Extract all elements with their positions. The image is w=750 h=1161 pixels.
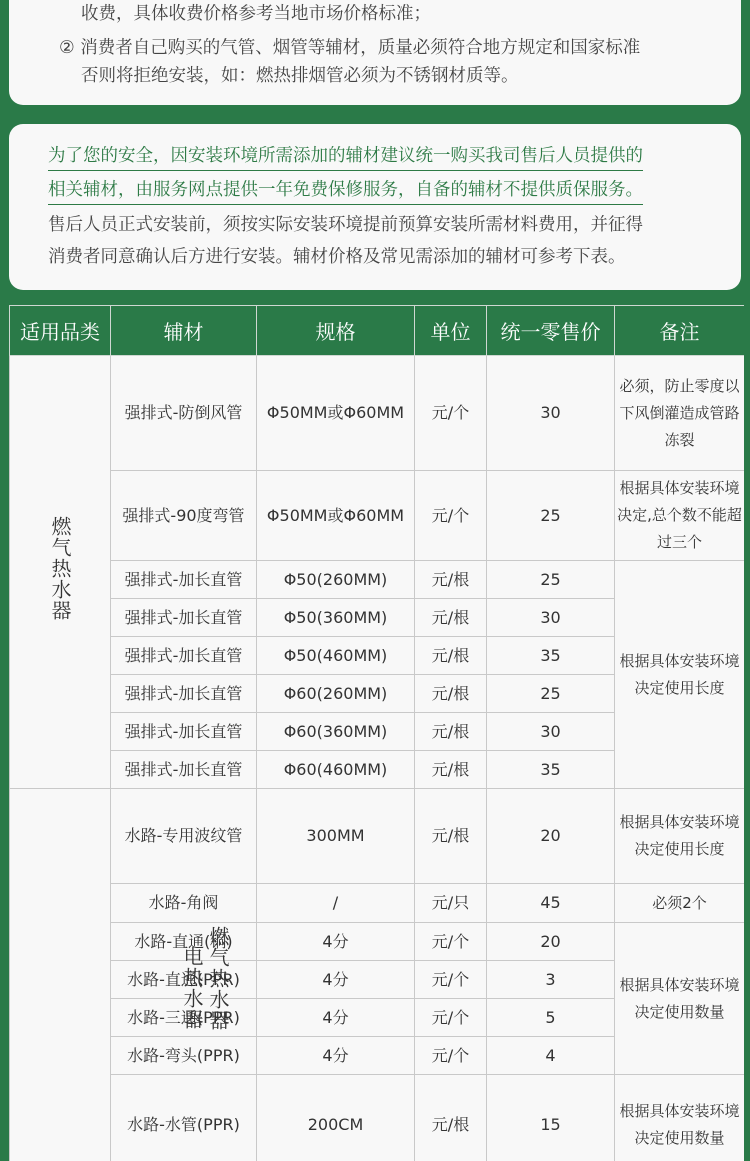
cell-spec: Φ50(260MM) <box>257 561 415 599</box>
table-row <box>10 561 745 599</box>
cell-material: 水路-弯头(PPR) <box>111 1037 257 1075</box>
cell-spec: 4分 <box>257 999 415 1037</box>
cell-spec: 300MM <box>257 789 415 884</box>
cell-material: 强排式-加长直管 <box>111 675 257 713</box>
cell-note: 必须，防止零度以下风倒灌造成管路冻裂 <box>615 356 745 471</box>
cell-unit: 元/根 <box>415 713 487 751</box>
cell-material: 强排式-加长直管 <box>111 561 257 599</box>
header-price: 统一零售价 <box>487 306 615 356</box>
cell-spec: Φ60(460MM) <box>257 751 415 789</box>
cell-material: 水路-三通(PPR) <box>111 999 257 1037</box>
cell-material: 水路-专用波纹管 <box>111 789 257 884</box>
cell-price: 25 <box>487 675 615 713</box>
cell-note: 根据具体安装环境决定,总个数不能超过三个 <box>615 471 745 561</box>
intro-card <box>9 0 741 105</box>
intro-line-1: 收费，具体收费价格参考当地市场价格标准； <box>81 4 431 24</box>
cell-material: 强排式-加长直管 <box>111 751 257 789</box>
table-row <box>10 884 745 923</box>
table-row <box>10 789 745 884</box>
header-spec: 规格 <box>257 306 415 356</box>
cell-note: 根据具体安装环境决定使用长度 <box>615 789 745 884</box>
cell-price: 30 <box>487 356 615 471</box>
cell-unit: 元/根 <box>415 789 487 884</box>
cell-unit: 元/个 <box>415 471 487 561</box>
cell-price: 30 <box>487 599 615 637</box>
header-unit: 单位 <box>415 306 487 356</box>
cell-material: 强排式-加长直管 <box>111 637 257 675</box>
cell-material: 水路-直通(PPR) <box>111 961 257 999</box>
table-row <box>10 471 745 561</box>
cell-price: 35 <box>487 637 615 675</box>
notice-text-2: 消费者同意确认后方进行安装。辅材价格及常见需添加的辅材可参考下表。 <box>48 247 626 267</box>
cell-note: 根据具体安装环境决定使用数量 <box>615 1075 745 1161</box>
cell-material: 强排式-90度弯管 <box>111 471 257 561</box>
cell-unit: 元/个 <box>415 923 487 961</box>
category-label-electric: 电热水器 <box>180 945 204 1030</box>
category-gas-heater <box>10 356 111 789</box>
cell-price: 3 <box>487 961 615 999</box>
cell-spec: / <box>257 884 415 923</box>
cell-price: 25 <box>487 471 615 561</box>
cell-spec: 4分 <box>257 961 415 999</box>
cell-price: 20 <box>487 923 615 961</box>
cell-unit: 元/个 <box>415 356 487 471</box>
cell-unit: 元/根 <box>415 675 487 713</box>
cell-material: 水路-角阀 <box>111 884 257 923</box>
cell-unit: 元/根 <box>415 637 487 675</box>
price-table-container <box>9 305 744 1161</box>
cell-unit: 元/个 <box>415 961 487 999</box>
cell-unit: 元/个 <box>415 1037 487 1075</box>
cell-price: 45 <box>487 884 615 923</box>
cell-material: 强排式-防倒风管 <box>111 356 257 471</box>
cell-material: 水路-直通(铜) <box>111 923 257 961</box>
cell-spec: Φ50(360MM) <box>257 599 415 637</box>
header-material: 辅材 <box>111 306 257 356</box>
cell-price: 30 <box>487 713 615 751</box>
cell-material: 水路-水管(PPR) <box>111 1075 257 1161</box>
cell-unit: 元/根 <box>415 599 487 637</box>
cell-note: 根据具体安装环境决定使用长度 <box>615 561 745 789</box>
cell-unit: 元/根 <box>415 1075 487 1161</box>
table-row <box>10 356 745 471</box>
cell-spec: Φ50(460MM) <box>257 637 415 675</box>
cell-note: 根据具体安装环境决定使用数量 <box>615 923 745 1075</box>
table-header-row <box>10 306 745 356</box>
cell-spec: Φ60(260MM) <box>257 675 415 713</box>
category-label: 燃气热水器 <box>48 515 72 621</box>
cell-material: 强排式-加长直管 <box>111 599 257 637</box>
cell-unit: 元/个 <box>415 999 487 1037</box>
cell-material: 强排式-加长直管 <box>111 713 257 751</box>
cell-spec: Φ60(360MM) <box>257 713 415 751</box>
notice-card <box>9 124 741 290</box>
cell-price: 4 <box>487 1037 615 1075</box>
intro-line-2: ② 消费者自己购买的气管、烟管等辅材，质量必须符合地方规定和国家标准 <box>59 38 641 58</box>
header-category: 适用品类 <box>10 306 111 356</box>
table-row <box>10 1075 745 1161</box>
cell-price: 25 <box>487 561 615 599</box>
cell-price: 35 <box>487 751 615 789</box>
cell-unit: 元/只 <box>415 884 487 923</box>
cell-price: 5 <box>487 999 615 1037</box>
cell-spec: 200CM <box>257 1075 415 1161</box>
notice-highlight-2: 相关辅材，由服务网点提供一年免费保修服务，自备的辅材不提供质保服务。 <box>48 178 643 205</box>
price-table <box>9 305 744 1161</box>
cell-spec: Φ50MM或Φ60MM <box>257 471 415 561</box>
cell-spec: 4分 <box>257 923 415 961</box>
category-label-gas: 燃气热水器 <box>206 925 230 1031</box>
cell-unit: 元/根 <box>415 751 487 789</box>
notice-highlight-1: 为了您的安全，因安装环境所需添加的辅材建议统一购买我司售后人员提供的 <box>48 144 643 171</box>
header-note: 备注 <box>615 306 745 356</box>
cell-note: 必须2个 <box>615 884 745 923</box>
cell-spec: 4分 <box>257 1037 415 1075</box>
cell-price: 20 <box>487 789 615 884</box>
intro-line-3: 否则将拒绝安装，如：燃热排烟管必须为不锈钢材质等。 <box>81 66 519 86</box>
cell-spec: Φ50MM或Φ60MM <box>257 356 415 471</box>
cell-unit: 元/根 <box>415 561 487 599</box>
notice-text-1: 售后人员正式安装前，须按实际安装环境提前预算安装所需材料费用，并征得 <box>48 215 643 235</box>
cell-price: 15 <box>487 1075 615 1161</box>
